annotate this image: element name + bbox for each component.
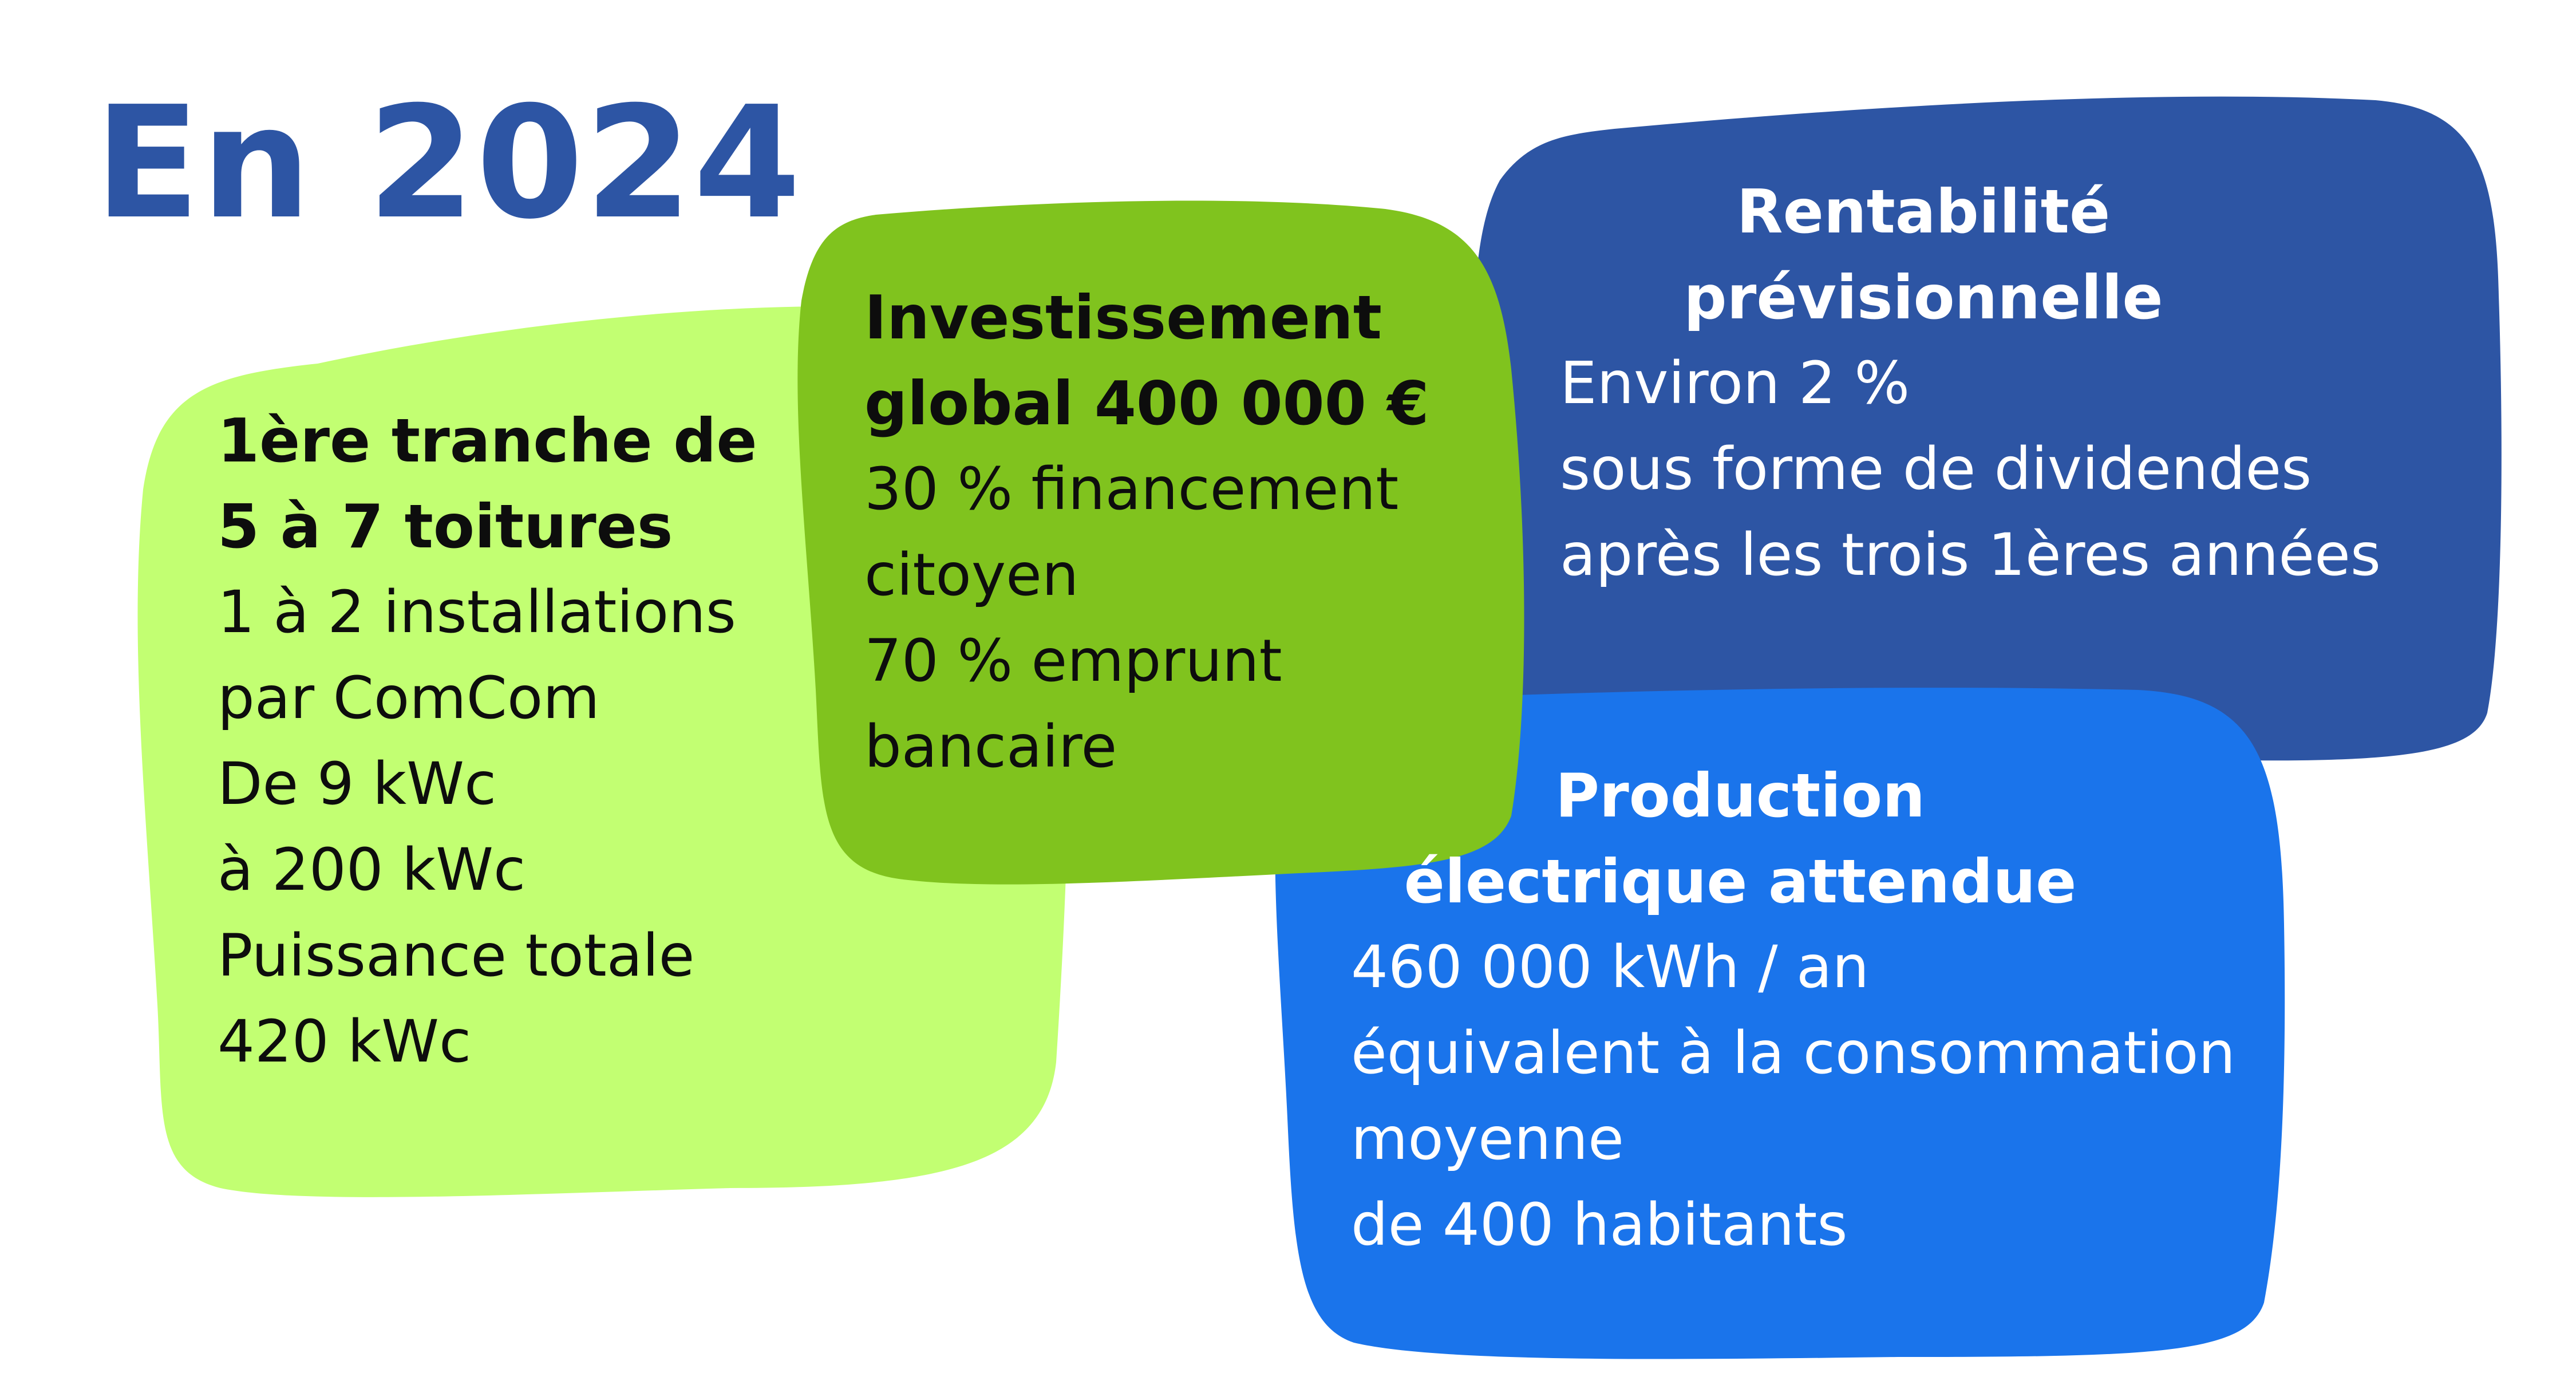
investissement-text <box>864 275 1429 790</box>
investissement-line-1: 30 % financement <box>864 455 1399 523</box>
investissement-line-2: citoyen <box>864 541 1079 609</box>
rentabilite-line-1: Environ 2 % <box>1560 349 1910 417</box>
rentabilite-line-2: sous forme de dividendes <box>1560 435 2312 503</box>
investissement-heading-line-2: global 400 000 € <box>864 369 1429 439</box>
production-line-3: moyenne <box>1351 1105 1624 1173</box>
tranche-text <box>218 398 757 1085</box>
rentabilite-line-3: après les trois 1ères années <box>1560 521 2381 589</box>
investissement-line-4: bancaire <box>864 713 1117 781</box>
tranche-line-3: De 9 kWc <box>218 750 497 818</box>
investissement-line-3: 70 % emprunt <box>864 627 1282 695</box>
rentabilite-heading-line-2: prévisionnelle <box>1684 263 2163 333</box>
production-text <box>1351 753 2235 1268</box>
rentabilite-heading-line-1: Rentabilité <box>1736 177 2111 247</box>
tranche-line-2: par ComCom <box>218 664 600 732</box>
tranche-heading-line-2: 5 à 7 toitures <box>218 492 673 562</box>
page-title: En 2024 <box>94 73 803 253</box>
tranche-line-6: 420 kWc <box>218 1008 472 1076</box>
rentabilite-text <box>1560 169 2381 598</box>
production-heading-line-2: électrique attendue <box>1404 847 2077 917</box>
tranche-line-4: à 200 kWc <box>218 836 526 904</box>
production-line-4: de 400 habitants <box>1351 1191 1848 1259</box>
production-line-1: 460 000 kWh / an <box>1351 933 1870 1001</box>
investissement-heading-line-1: Investissement <box>864 283 1382 353</box>
production-heading-line-1: Production <box>1555 761 1926 831</box>
tranche-line-5: Puissance totale <box>218 922 695 990</box>
tranche-heading-line-1: 1ère tranche de <box>218 406 757 476</box>
production-line-2: équivalent à la consommation <box>1351 1019 2235 1087</box>
tranche-line-1: 1 à 2 installations <box>218 578 736 646</box>
